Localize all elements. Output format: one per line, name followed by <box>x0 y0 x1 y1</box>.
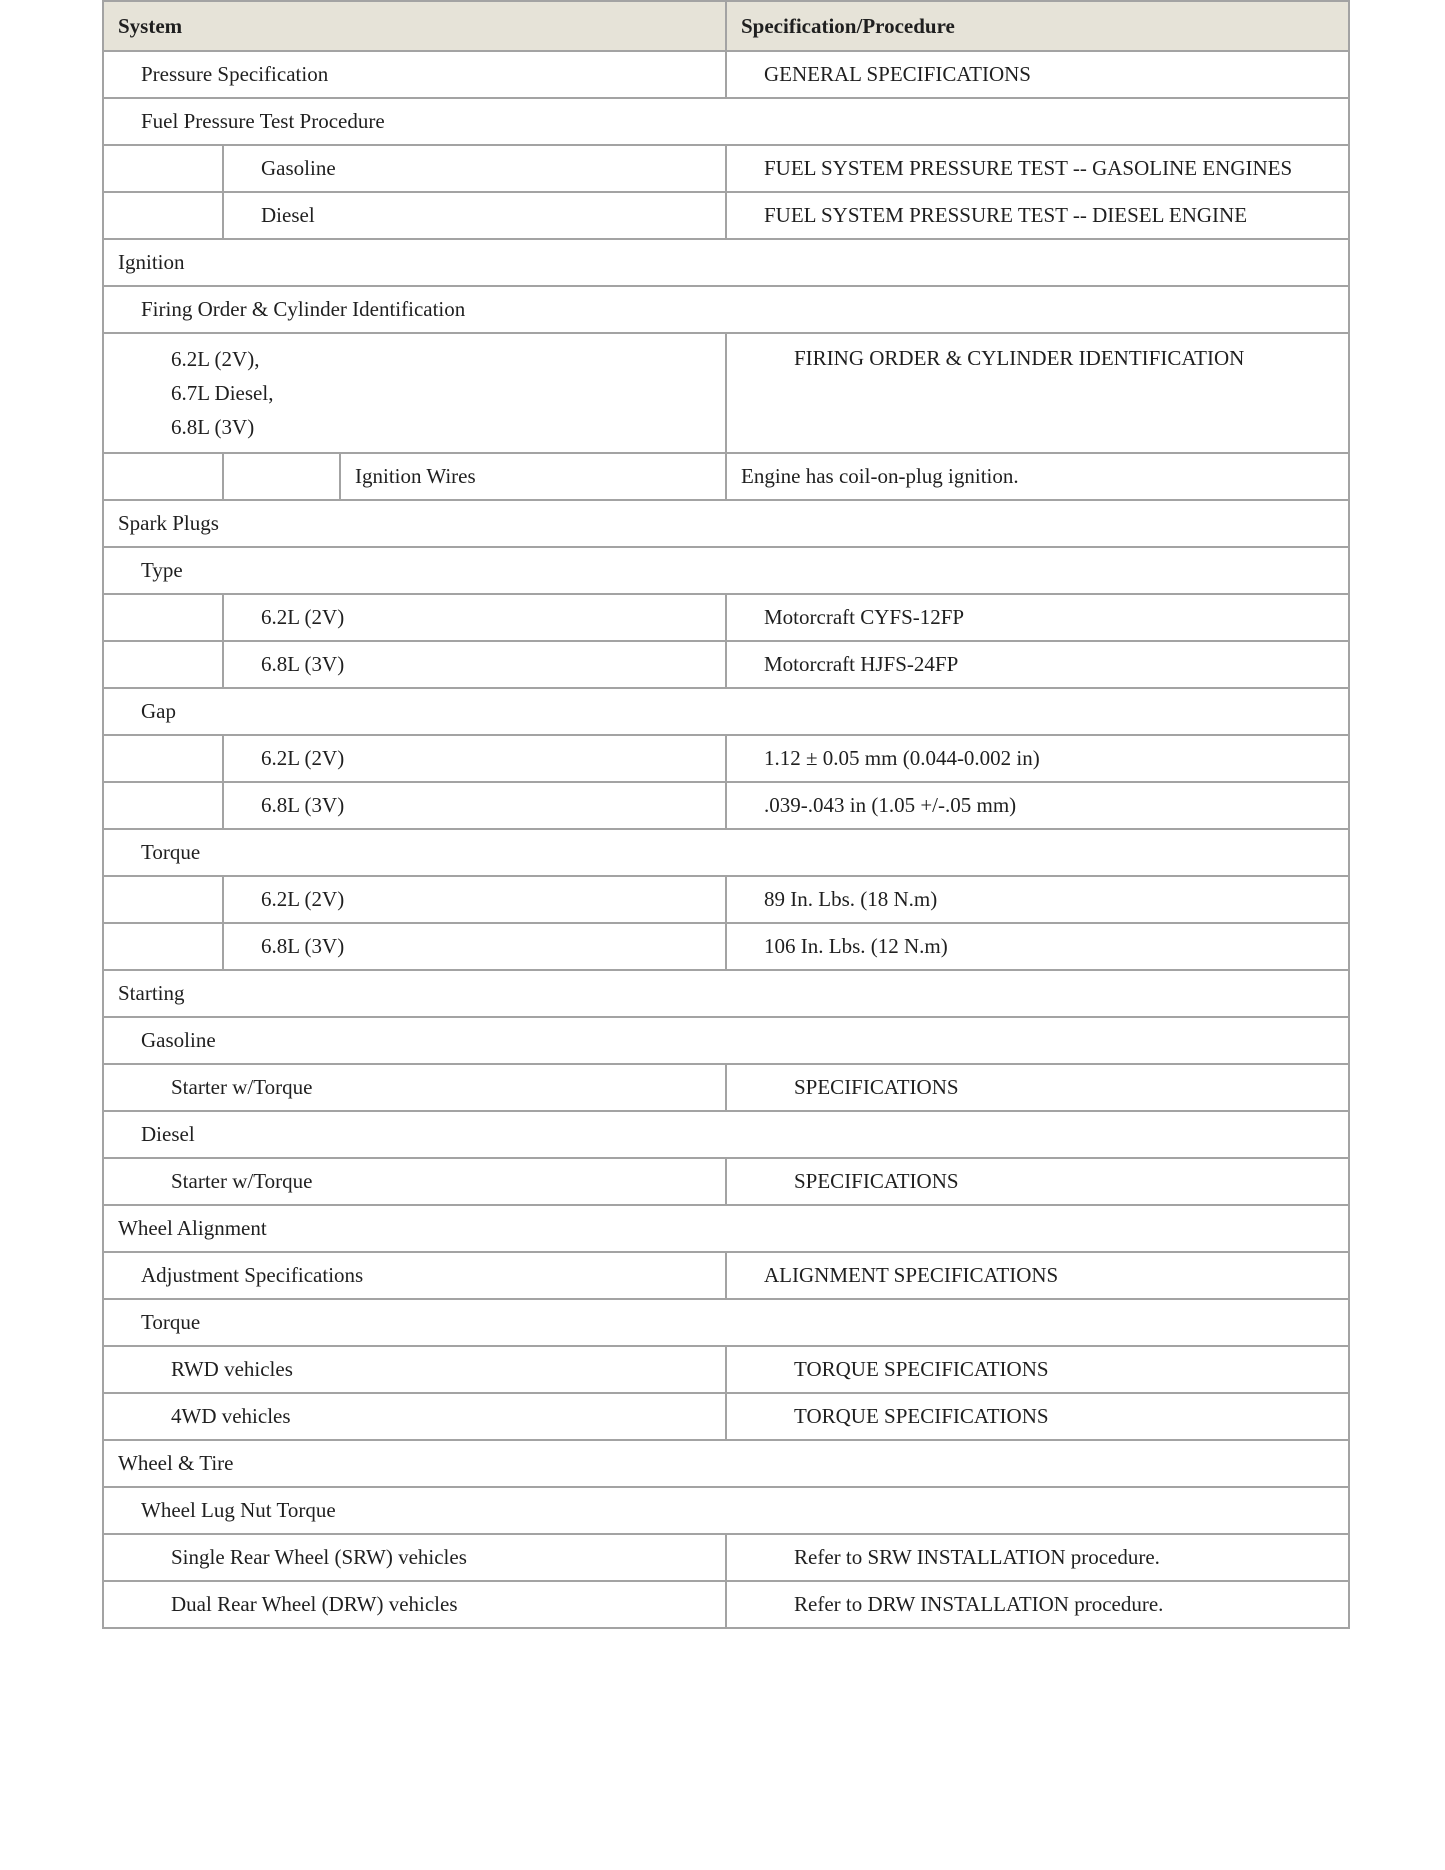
row-label: 6.2L (2V) <box>223 876 726 923</box>
category-label: Wheel Alignment <box>103 1205 1349 1252</box>
row-label: 6.8L (3V) <box>223 641 726 688</box>
section-label: Gap <box>103 688 1349 735</box>
table-row <box>103 286 1349 333</box>
engines-list <box>103 333 726 453</box>
row-value: Motorcraft HJFS-24FP <box>726 641 1349 688</box>
row-value: Refer to DRW INSTALLATION procedure. <box>726 1581 1349 1628</box>
row-value: FIRING ORDER & CYLINDER IDENTIFICATION <box>726 333 1349 453</box>
category-label: Ignition <box>103 239 1349 286</box>
specification-table <box>102 0 1350 1629</box>
category-label: Starting <box>103 970 1349 1017</box>
row-value: GENERAL SPECIFICATIONS <box>726 51 1349 98</box>
table-row <box>103 192 1349 239</box>
table-row <box>103 51 1349 98</box>
row-label: 6.8L (3V) <box>223 782 726 829</box>
table-row <box>103 500 1349 547</box>
row-label: Starter w/Torque <box>103 1158 726 1205</box>
category-label: Wheel & Tire <box>103 1440 1349 1487</box>
row-value: FUEL SYSTEM PRESSURE TEST -- DIESEL ENGINE <box>726 192 1349 239</box>
table-row <box>103 1017 1349 1064</box>
engine-line: 6.8L (3V) <box>171 415 255 439</box>
table-row <box>103 782 1349 829</box>
row-value: SPECIFICATIONS <box>726 1158 1349 1205</box>
table-row <box>103 1487 1349 1534</box>
table-row <box>103 1111 1349 1158</box>
table-row <box>103 453 1349 500</box>
table-row <box>103 829 1349 876</box>
empty-cell <box>103 735 223 782</box>
row-value: FUEL SYSTEM PRESSURE TEST -- GASOLINE ENGINES <box>726 145 1349 192</box>
header-spec: Specification/Procedure <box>726 1 1349 51</box>
table-row <box>103 145 1349 192</box>
row-label: RWD vehicles <box>103 1346 726 1393</box>
table-row <box>103 1581 1349 1628</box>
section-label: Wheel Lug Nut Torque <box>103 1487 1349 1534</box>
row-value: TORQUE SPECIFICATIONS <box>726 1393 1349 1440</box>
row-value: 89 In. Lbs. (18 N.m) <box>726 876 1349 923</box>
row-label: 6.2L (2V) <box>223 735 726 782</box>
row-value: 106 In. Lbs. (12 N.m) <box>726 923 1349 970</box>
row-value: SPECIFICATIONS <box>726 1064 1349 1111</box>
empty-cell <box>103 923 223 970</box>
table-row <box>103 1299 1349 1346</box>
table-row <box>103 547 1349 594</box>
table-header-row <box>103 1 1349 51</box>
row-label: Pressure Specification <box>103 51 726 98</box>
table-row <box>103 876 1349 923</box>
section-label: Gasoline <box>103 1017 1349 1064</box>
row-label: Starter w/Torque <box>103 1064 726 1111</box>
row-label: Ignition Wires <box>340 453 726 500</box>
empty-cell <box>223 453 340 500</box>
table-row <box>103 688 1349 735</box>
table-row <box>103 594 1349 641</box>
header-system: System <box>103 1 726 51</box>
table-row <box>103 1205 1349 1252</box>
category-label: Spark Plugs <box>103 500 1349 547</box>
row-label: 6.8L (3V) <box>223 923 726 970</box>
table-row <box>103 641 1349 688</box>
section-label: Type <box>103 547 1349 594</box>
section-label: Fuel Pressure Test Procedure <box>103 98 1349 145</box>
empty-cell <box>103 145 223 192</box>
row-value: .039-.043 in (1.05 +/-.05 mm) <box>726 782 1349 829</box>
table-row <box>103 1158 1349 1205</box>
empty-cell <box>103 876 223 923</box>
table-row <box>103 1440 1349 1487</box>
row-label: Dual Rear Wheel (DRW) vehicles <box>103 1581 726 1628</box>
row-value: ALIGNMENT SPECIFICATIONS <box>726 1252 1349 1299</box>
empty-cell <box>103 594 223 641</box>
empty-cell <box>103 782 223 829</box>
row-value: Engine has coil-on-plug ignition. <box>726 453 1349 500</box>
section-label: Torque <box>103 1299 1349 1346</box>
row-label: Single Rear Wheel (SRW) vehicles <box>103 1534 726 1581</box>
table-row <box>103 1064 1349 1111</box>
section-label: Torque <box>103 829 1349 876</box>
row-label: Diesel <box>223 192 726 239</box>
table-row <box>103 735 1349 782</box>
engine-line: 6.7L Diesel, <box>171 381 274 405</box>
table-row <box>103 1252 1349 1299</box>
row-value: Refer to SRW INSTALLATION procedure. <box>726 1534 1349 1581</box>
empty-cell <box>103 641 223 688</box>
table-row <box>103 333 1349 453</box>
row-label: 4WD vehicles <box>103 1393 726 1440</box>
row-value: Motorcraft CYFS-12FP <box>726 594 1349 641</box>
engine-line: 6.2L (2V), <box>171 347 260 371</box>
row-label: Gasoline <box>223 145 726 192</box>
section-label: Diesel <box>103 1111 1349 1158</box>
row-label: 6.2L (2V) <box>223 594 726 641</box>
row-value: TORQUE SPECIFICATIONS <box>726 1346 1349 1393</box>
empty-cell <box>103 453 223 500</box>
empty-cell <box>103 192 223 239</box>
table-row <box>103 1393 1349 1440</box>
table-row <box>103 239 1349 286</box>
table-row <box>103 1346 1349 1393</box>
table-row <box>103 970 1349 1017</box>
row-label: Adjustment Specifications <box>103 1252 726 1299</box>
section-label: Firing Order & Cylinder Identification <box>103 286 1349 333</box>
table-row <box>103 98 1349 145</box>
table-row <box>103 923 1349 970</box>
table-row <box>103 1534 1349 1581</box>
row-value: 1.12 ± 0.05 mm (0.044-0.002 in) <box>726 735 1349 782</box>
